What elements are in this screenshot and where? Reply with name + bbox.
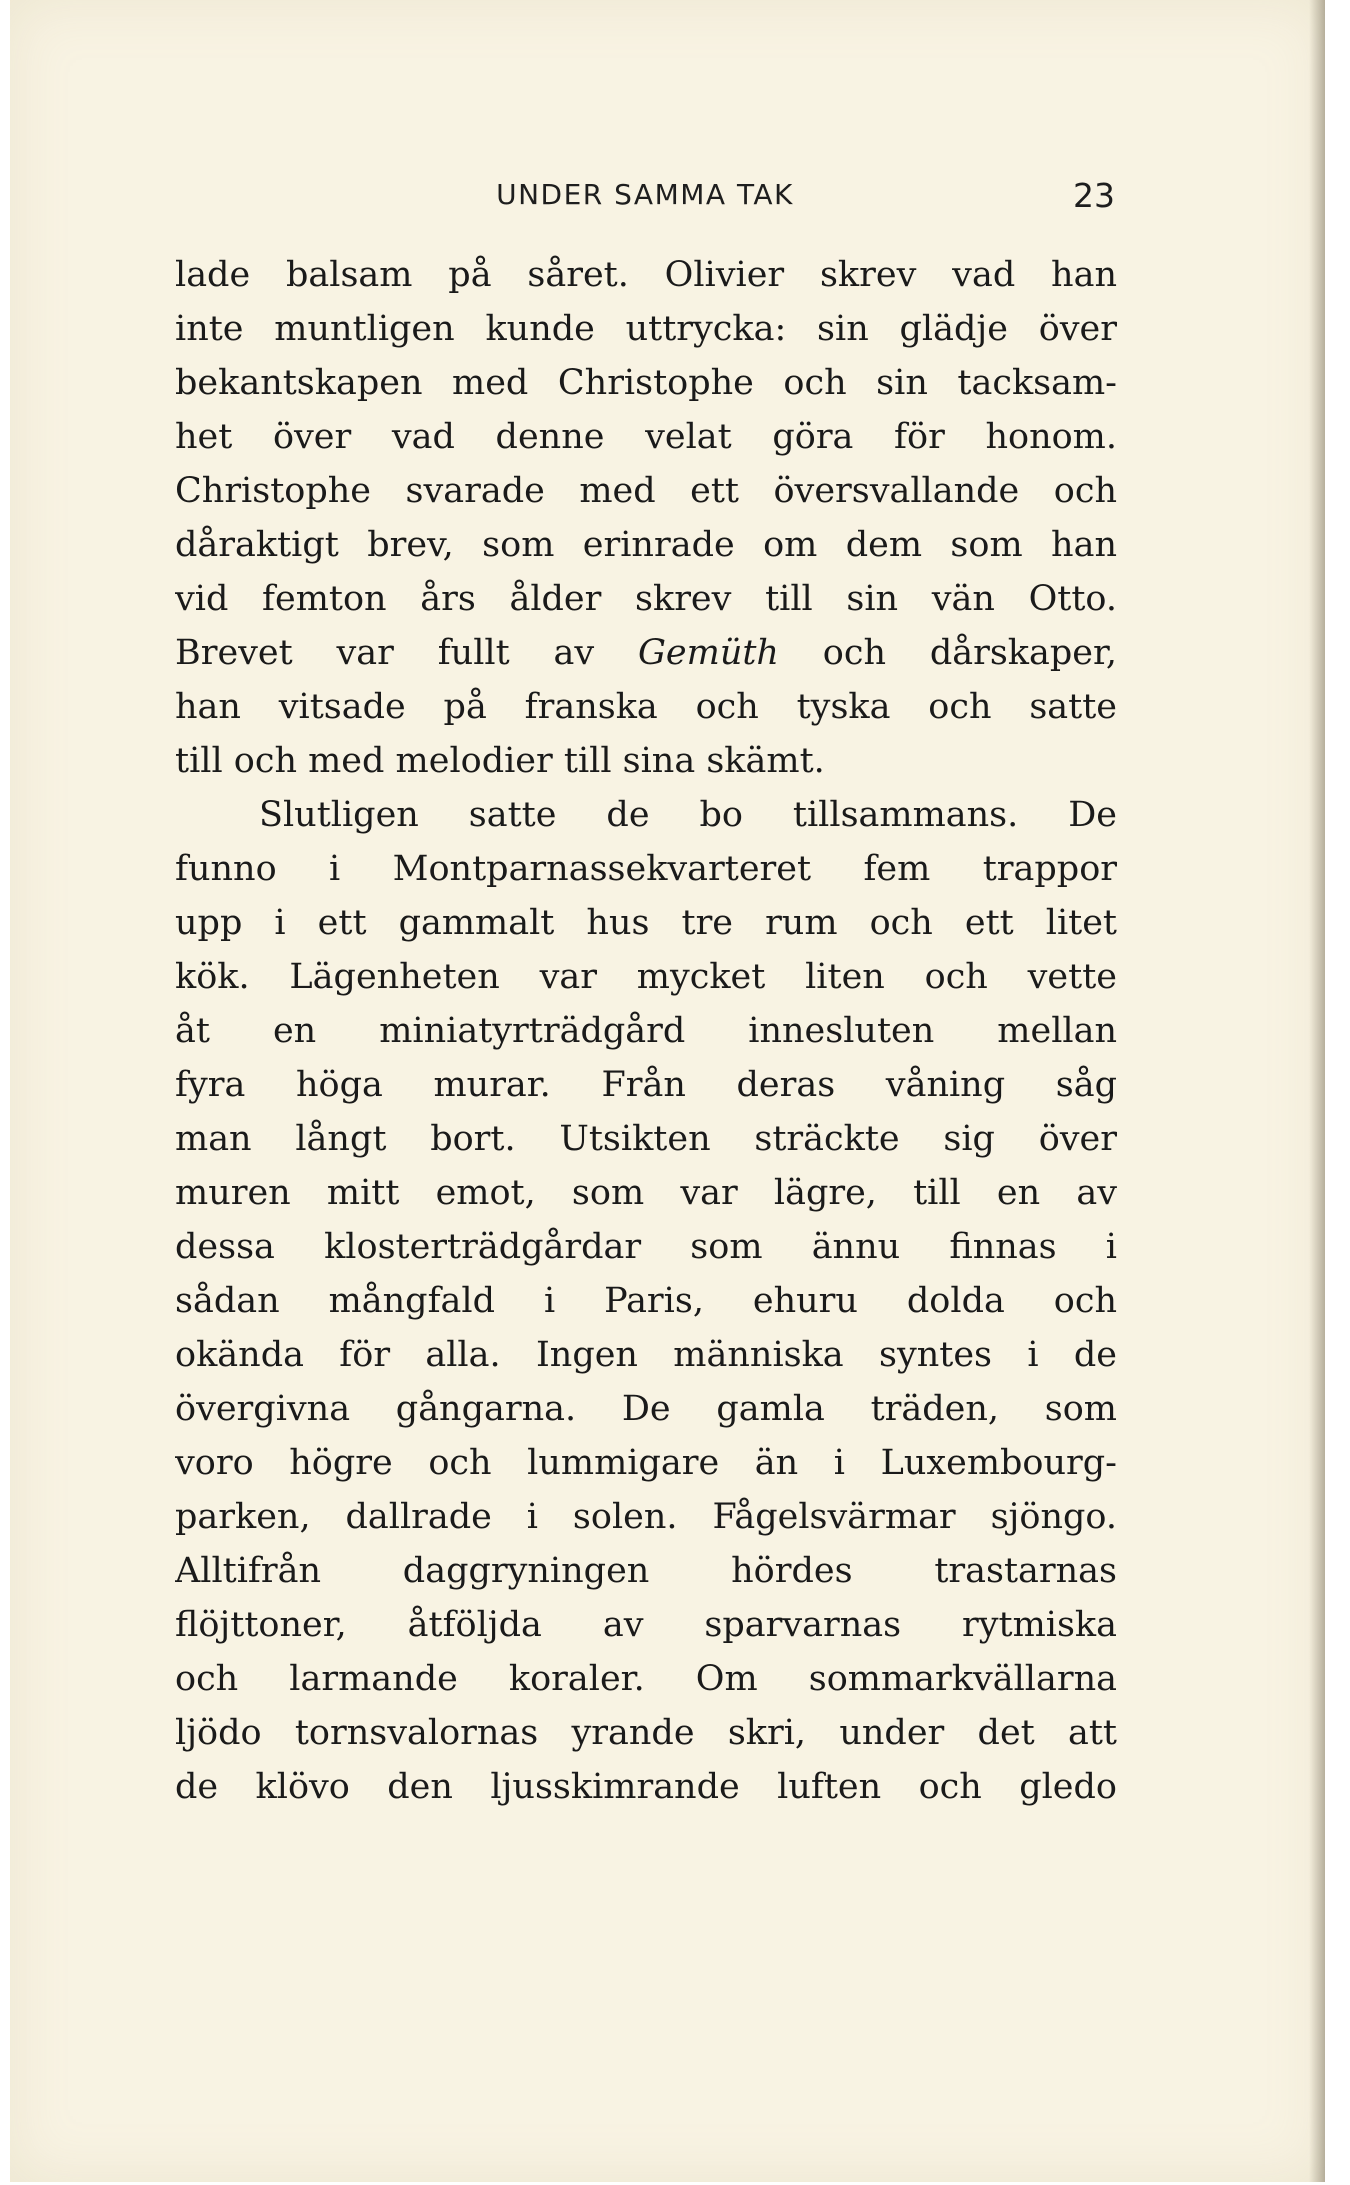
emphasized-word: Gemüth [637,633,779,673]
text-line: och larmande koraler. Om sommarkvällarna [175,1659,1117,1699]
body-text [175,248,1117,1814]
text-line: sådan mångfald i Paris, ehuru dolda och [175,1281,1117,1321]
running-head [175,178,1115,218]
text-line: dåraktigt brev, som erinrade om dem som han [175,525,1117,565]
paragraph-end-line: till och med melodier till sina skämt. [175,741,825,781]
page-number: 23 [1073,176,1115,215]
text-line: Alltifrån daggryningen hördes trastarnas [175,1551,1117,1591]
text-line: het över vad denne velat göra för honom. [175,417,1117,457]
text-line: okända för alla. Ingen människa syntes i de [175,1335,1117,1375]
text-line-with-emphasis [175,626,1117,680]
text-line: övergivna gångarna. De gamla träden, som [175,1389,1117,1429]
text-line: upp i ett gammalt hus tre rum och ett litet [175,903,1117,943]
text-line: fyra höga murar. Från deras våning såg [175,1065,1117,1105]
text-line: bekantskapen med Christophe och sin tacksam- [175,363,1117,403]
text-line: voro högre och lummigare än i Luxembourg- [175,1443,1117,1483]
text-line: lade balsam på såret. Olivier skrev vad han [175,255,1117,295]
text-line: ljödo tornsvalornas yrande skri, under det att [175,1713,1117,1753]
line-text-before: Brevet var fullt av [175,633,638,673]
paragraph-start-line: Slutligen satte de bo tillsammans. De [259,795,1117,835]
book-page [10,0,1325,2182]
text-line: man långt bort. Utsikten sträckte sig över [175,1119,1117,1159]
text-line: inte muntligen kunde uttrycka: sin glädje över [175,309,1117,349]
text-line: han vitsade på franska och tyska och satte [175,687,1117,727]
text-line: vid femton års ålder skrev till sin vän Otto. [175,579,1117,619]
text-line: dessa klosterträdgårdar som ännu finnas i [175,1227,1117,1267]
text-line: funno i Montparnassekvarteret fem trappor [175,849,1117,889]
text-line: flöjttoner, åtföljda av sparvarnas rytmiska [175,1605,1117,1645]
text-line: muren mitt emot, som var lägre, till en av [175,1173,1117,1213]
running-title: UNDER SAMMA TAK [496,178,794,211]
page-edge-shadow [1309,0,1325,2182]
text-line: parken, dallrade i solen. Fågelsvärmar sjöngo. [175,1497,1117,1537]
line-text-after: och dårskaper, [778,633,1117,673]
text-line: de klövo den ljusskimrande luften och gledo [175,1767,1117,1807]
text-line: kök. Lägenheten var mycket liten och vette [175,957,1117,997]
text-line: Christophe svarade med ett översvallande och [175,471,1117,511]
text-line: åt en miniatyrträdgård innesluten mellan [175,1011,1117,1051]
